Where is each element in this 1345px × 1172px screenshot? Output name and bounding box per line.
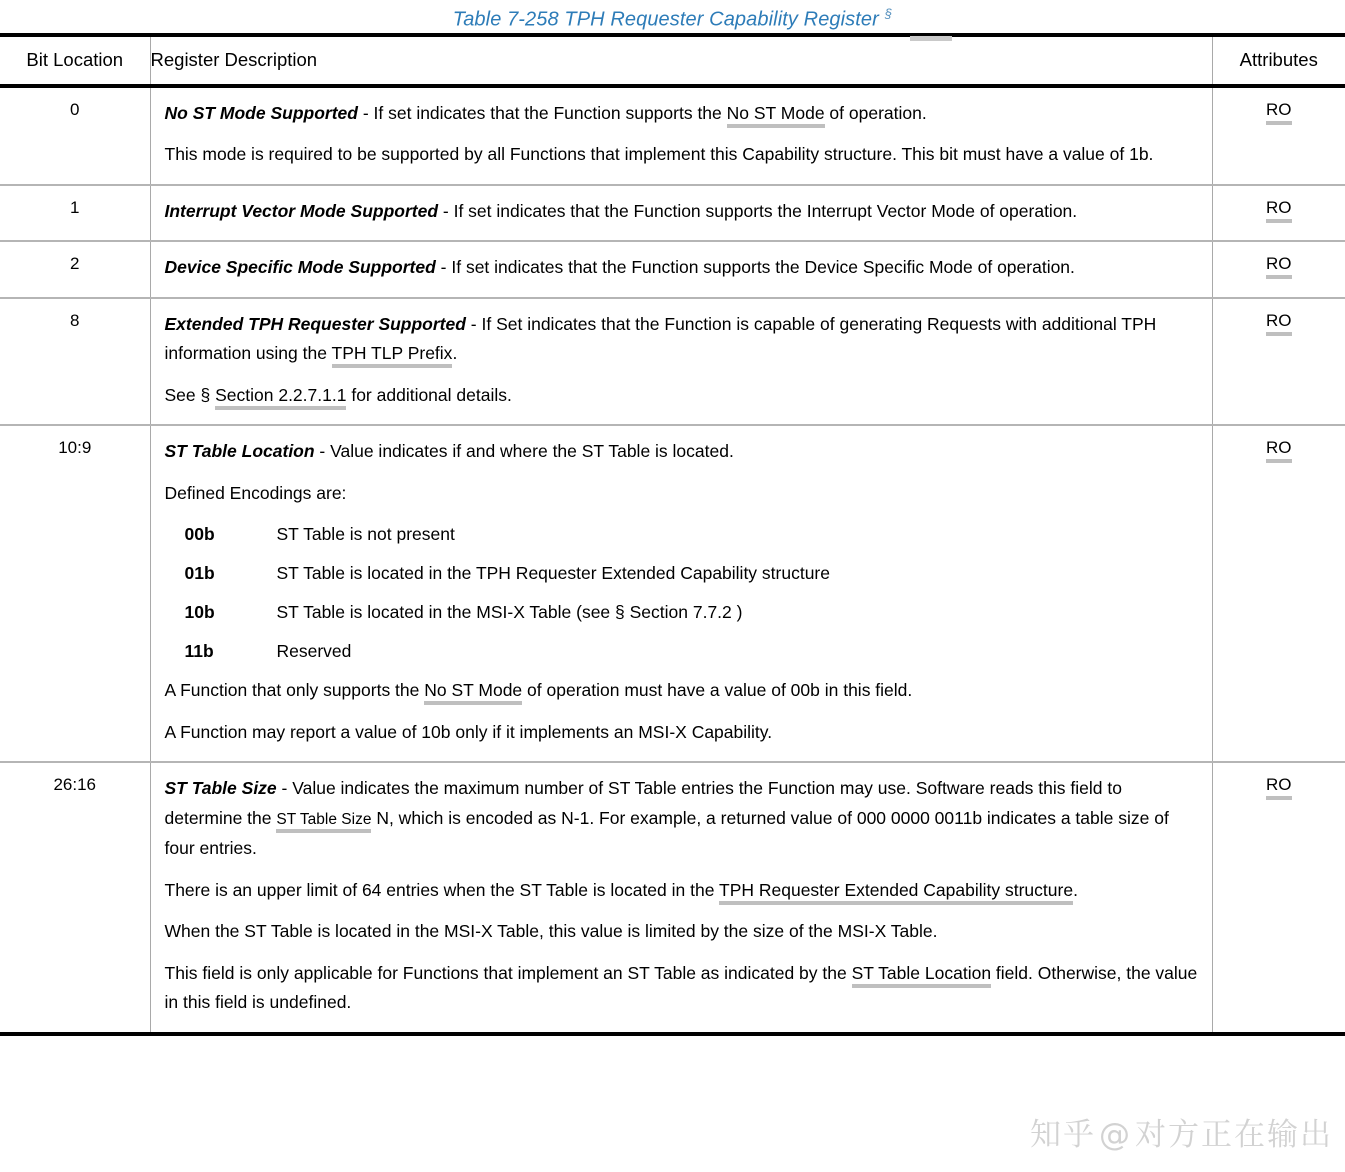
table-header (0, 35, 1345, 86)
table-row (0, 298, 1345, 426)
cell-bit-location: 8 (0, 298, 150, 426)
underlined-term: ST Table Location (852, 963, 991, 988)
description-text-tail: . (452, 343, 458, 364)
table-row (0, 86, 1345, 185)
description-text: - Value indicates the maximum number of ST Table entries the Function may use. Software reads this field to determine the (164, 778, 1122, 828)
field-name: ST Table Location (164, 441, 315, 462)
description-text-tail: N, which is encoded as N-1. For example, a returned value of 000 0000 0011b indicates a table size of four entries. (164, 807, 1169, 859)
table-row (0, 185, 1345, 242)
table-body (0, 86, 1345, 1034)
table-row (0, 425, 1345, 762)
header-row (0, 35, 1345, 86)
encodings-intro: Defined Encodings are: (164, 482, 347, 503)
description-paragraph (165, 197, 1200, 227)
cell-attributes (1212, 425, 1345, 762)
description-paragraph (165, 774, 1200, 864)
cell-attributes (1212, 762, 1345, 1034)
cell-attributes (1212, 298, 1345, 426)
encoding-code: 10b (184, 602, 215, 623)
description-text: - If set indicates that the Function supports the Interrupt Vector Mode of operation. (438, 200, 1078, 221)
encoding-code: 01b (184, 563, 215, 584)
attribute-value: RO (1266, 311, 1292, 336)
highlight-mark (910, 36, 952, 41)
description-paragraph (165, 99, 1200, 129)
applicability-prefix: This field is only applicable for Functions that implement an ST Table as indicated by the (164, 962, 852, 983)
attribute-value: RO (1266, 198, 1292, 223)
watermark-site: 知乎 (1030, 1117, 1096, 1153)
cell-register-description (150, 298, 1212, 426)
cell-register-description (150, 86, 1212, 185)
cell-bit-location: 26:16 (0, 762, 150, 1034)
field-name: Device Specific Mode Supported (164, 257, 436, 278)
underlined-term: TPH TLP Prefix (332, 343, 453, 368)
table-caption-text: Table 7-258 TPH Requester Capability Register (452, 8, 879, 31)
description-text: - Value indicates if and where the ST Table is located. (314, 441, 734, 462)
section-symbol-icon: § (884, 6, 893, 21)
description-paragraph (165, 959, 1200, 1018)
encoding-code: 11b (184, 641, 214, 662)
encoding-row (165, 598, 1200, 627)
attribute-value: RO (1266, 254, 1292, 279)
cell-bit-location: 10:9 (0, 425, 150, 762)
encoding-code: 00b (184, 524, 215, 545)
cell-register-description (150, 762, 1212, 1034)
description-text: - If set indicates that the Function supports the (357, 102, 727, 123)
description-text-tail: of operation. (824, 102, 927, 123)
column-header-attributes: Attributes (1212, 35, 1345, 86)
watermark (1030, 1109, 1333, 1154)
field-name: Interrupt Vector Mode Supported (164, 200, 439, 221)
description-paragraph (165, 253, 1200, 283)
description-paragraph: A Function may report a value of 10b only if it implements an MSI-X Capability. (164, 721, 773, 742)
encoding-meaning: ST Table is not present (276, 524, 455, 545)
description-paragraph (165, 676, 1200, 706)
table-row (0, 762, 1345, 1034)
column-header-bit-location: Bit Location (0, 35, 150, 86)
encoding-row (165, 559, 1200, 588)
cell-register-description (150, 185, 1212, 242)
underlined-term: No ST Mode (424, 680, 522, 705)
cell-register-description (150, 425, 1212, 762)
description-paragraph (165, 437, 1200, 467)
field-name: ST Table Size (164, 778, 277, 799)
table-row (0, 241, 1345, 298)
watermark-at-icon: @ (1099, 1117, 1132, 1153)
attribute-value: RO (1266, 438, 1292, 463)
see-also-prefix: See § (164, 384, 216, 405)
note-suffix: of operation must have a value of 00b in this field. (522, 680, 913, 701)
limit-note-suffix: . (1073, 879, 1078, 900)
attribute-value: RO (1266, 100, 1292, 125)
cell-attributes (1212, 86, 1345, 185)
underlined-term: TPH Requester Extended Capability structure (719, 880, 1073, 905)
section-cross-reference[interactable]: Section 2.2.7.1.1 (215, 385, 346, 410)
cell-register-description (150, 241, 1212, 298)
column-header-register-description: Register Description (150, 35, 1212, 86)
underlined-term: ST Table Size (276, 811, 371, 833)
description-paragraph: When the ST Table is located in the MSI-X Table, this value is limited by the size of the MSI-X Table. (164, 921, 938, 942)
encoding-row (165, 637, 1200, 666)
attribute-value: RO (1266, 775, 1292, 800)
register-table (0, 33, 1345, 1036)
table-caption (0, 0, 1345, 33)
cell-attributes (1212, 241, 1345, 298)
field-name: No ST Mode Supported (164, 102, 358, 123)
applicability-suffix: field. Otherwise, the value in this field is undefined. (164, 962, 1198, 1013)
description-paragraph (165, 876, 1200, 906)
cell-attributes (1212, 185, 1345, 242)
description-paragraph: This mode is required to be supported by all Functions that implement this Capability structure. This bit must have a value of 1b. (164, 144, 1154, 165)
description-paragraph (165, 310, 1200, 369)
encoding-meaning: ST Table is located in the MSI-X Table (see § Section 7.7.2 ) (276, 602, 743, 623)
cell-bit-location: 1 (0, 185, 150, 242)
field-name: Extended TPH Requester Supported (164, 313, 466, 334)
description-paragraph (165, 381, 1200, 411)
encoding-meaning: Reserved (276, 641, 352, 662)
encoding-meaning: ST Table is located in the TPH Requester Extended Capability structure (276, 563, 830, 584)
underlined-term: No ST Mode (727, 103, 825, 128)
description-text: - If set indicates that the Function supports the Device Specific Mode of operation. (435, 257, 1075, 278)
description-text: - If Set indicates that the Function is capable of generating Requests with additional TPH information using the (164, 313, 1157, 364)
note-prefix: A Function that only supports the (164, 680, 425, 701)
cell-bit-location: 2 (0, 241, 150, 298)
limit-note-prefix: There is an upper limit of 64 entries when the ST Table is located in the (164, 879, 719, 900)
cell-bit-location: 0 (0, 86, 150, 185)
encoding-row (165, 520, 1200, 549)
watermark-handle: 对方正在输出 (1135, 1117, 1333, 1153)
see-also-suffix: for additional details. (346, 384, 512, 405)
